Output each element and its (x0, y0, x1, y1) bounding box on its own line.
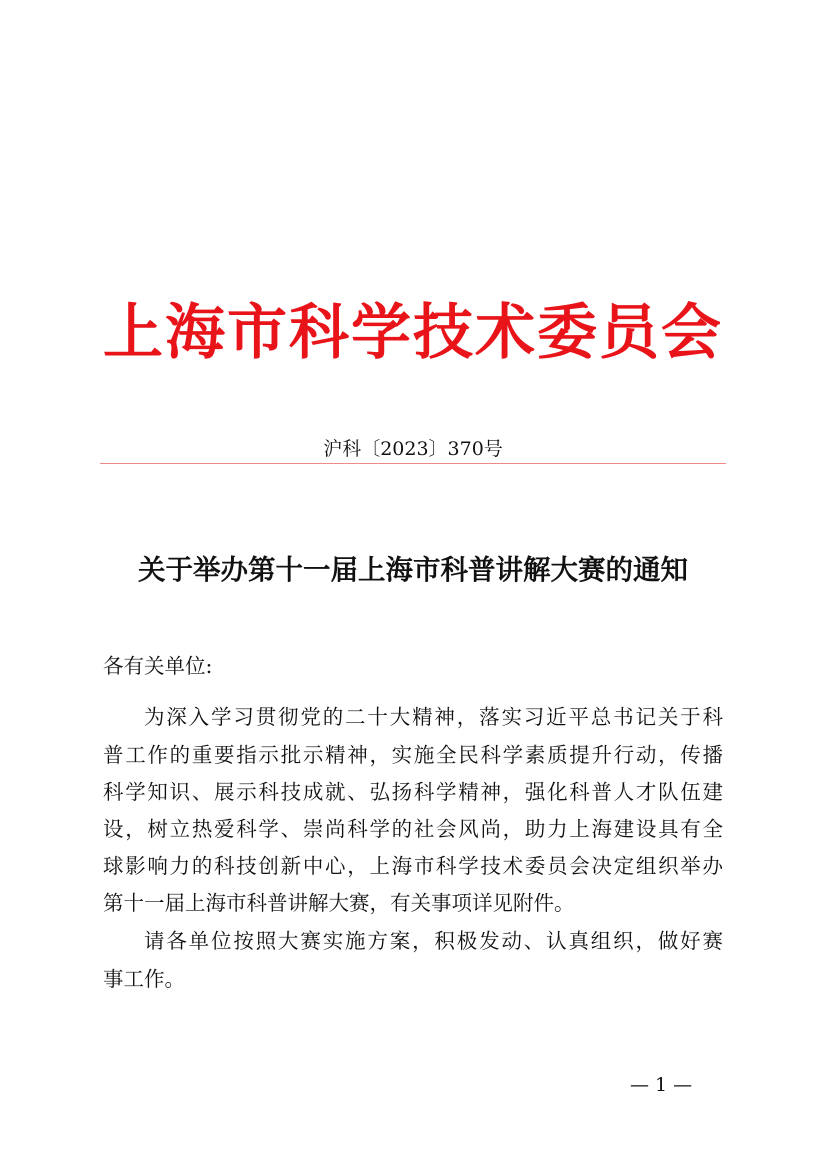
paragraph-line: 科学知识、展示科技成就、弘扬科学精神，强化科普人才队伍建 (103, 780, 723, 804)
paragraph-line: 普工作的重要指示批示精神，实施全民科学素质提升行动，传播 (103, 743, 723, 767)
paragraph-line: 请各单位按照大赛实施方案，积极发动、认真组织，做好赛 (144, 929, 723, 953)
header-divider (100, 463, 726, 464)
paragraph-line: 设，树立热爱科学、崇尚科学的社会风尚，助力上海建设具有全 (103, 817, 723, 841)
paragraph-line: 事工作。 (103, 967, 185, 991)
paragraph-line: 第十一届上海市科普讲解大赛，有关事项详见附件。 (103, 891, 575, 915)
issuing-organization-header: 上海市科学技术委员会 (103, 298, 723, 368)
document-title: 关于举办第十一届上海市科普讲解大赛的通知 (138, 554, 688, 586)
document-number: 沪科〔2023〕370号 (323, 438, 503, 460)
page-number: — 1 — (630, 1074, 693, 1096)
paragraph-line: 为深入学习贯彻党的二十大精神，落实习近平总书记关于科 (144, 705, 723, 729)
salutation: 各有关单位: (103, 654, 213, 678)
paragraph-line: 球影响力的科技创新中心，上海市科学技术委员会决定组织举办 (103, 854, 723, 878)
